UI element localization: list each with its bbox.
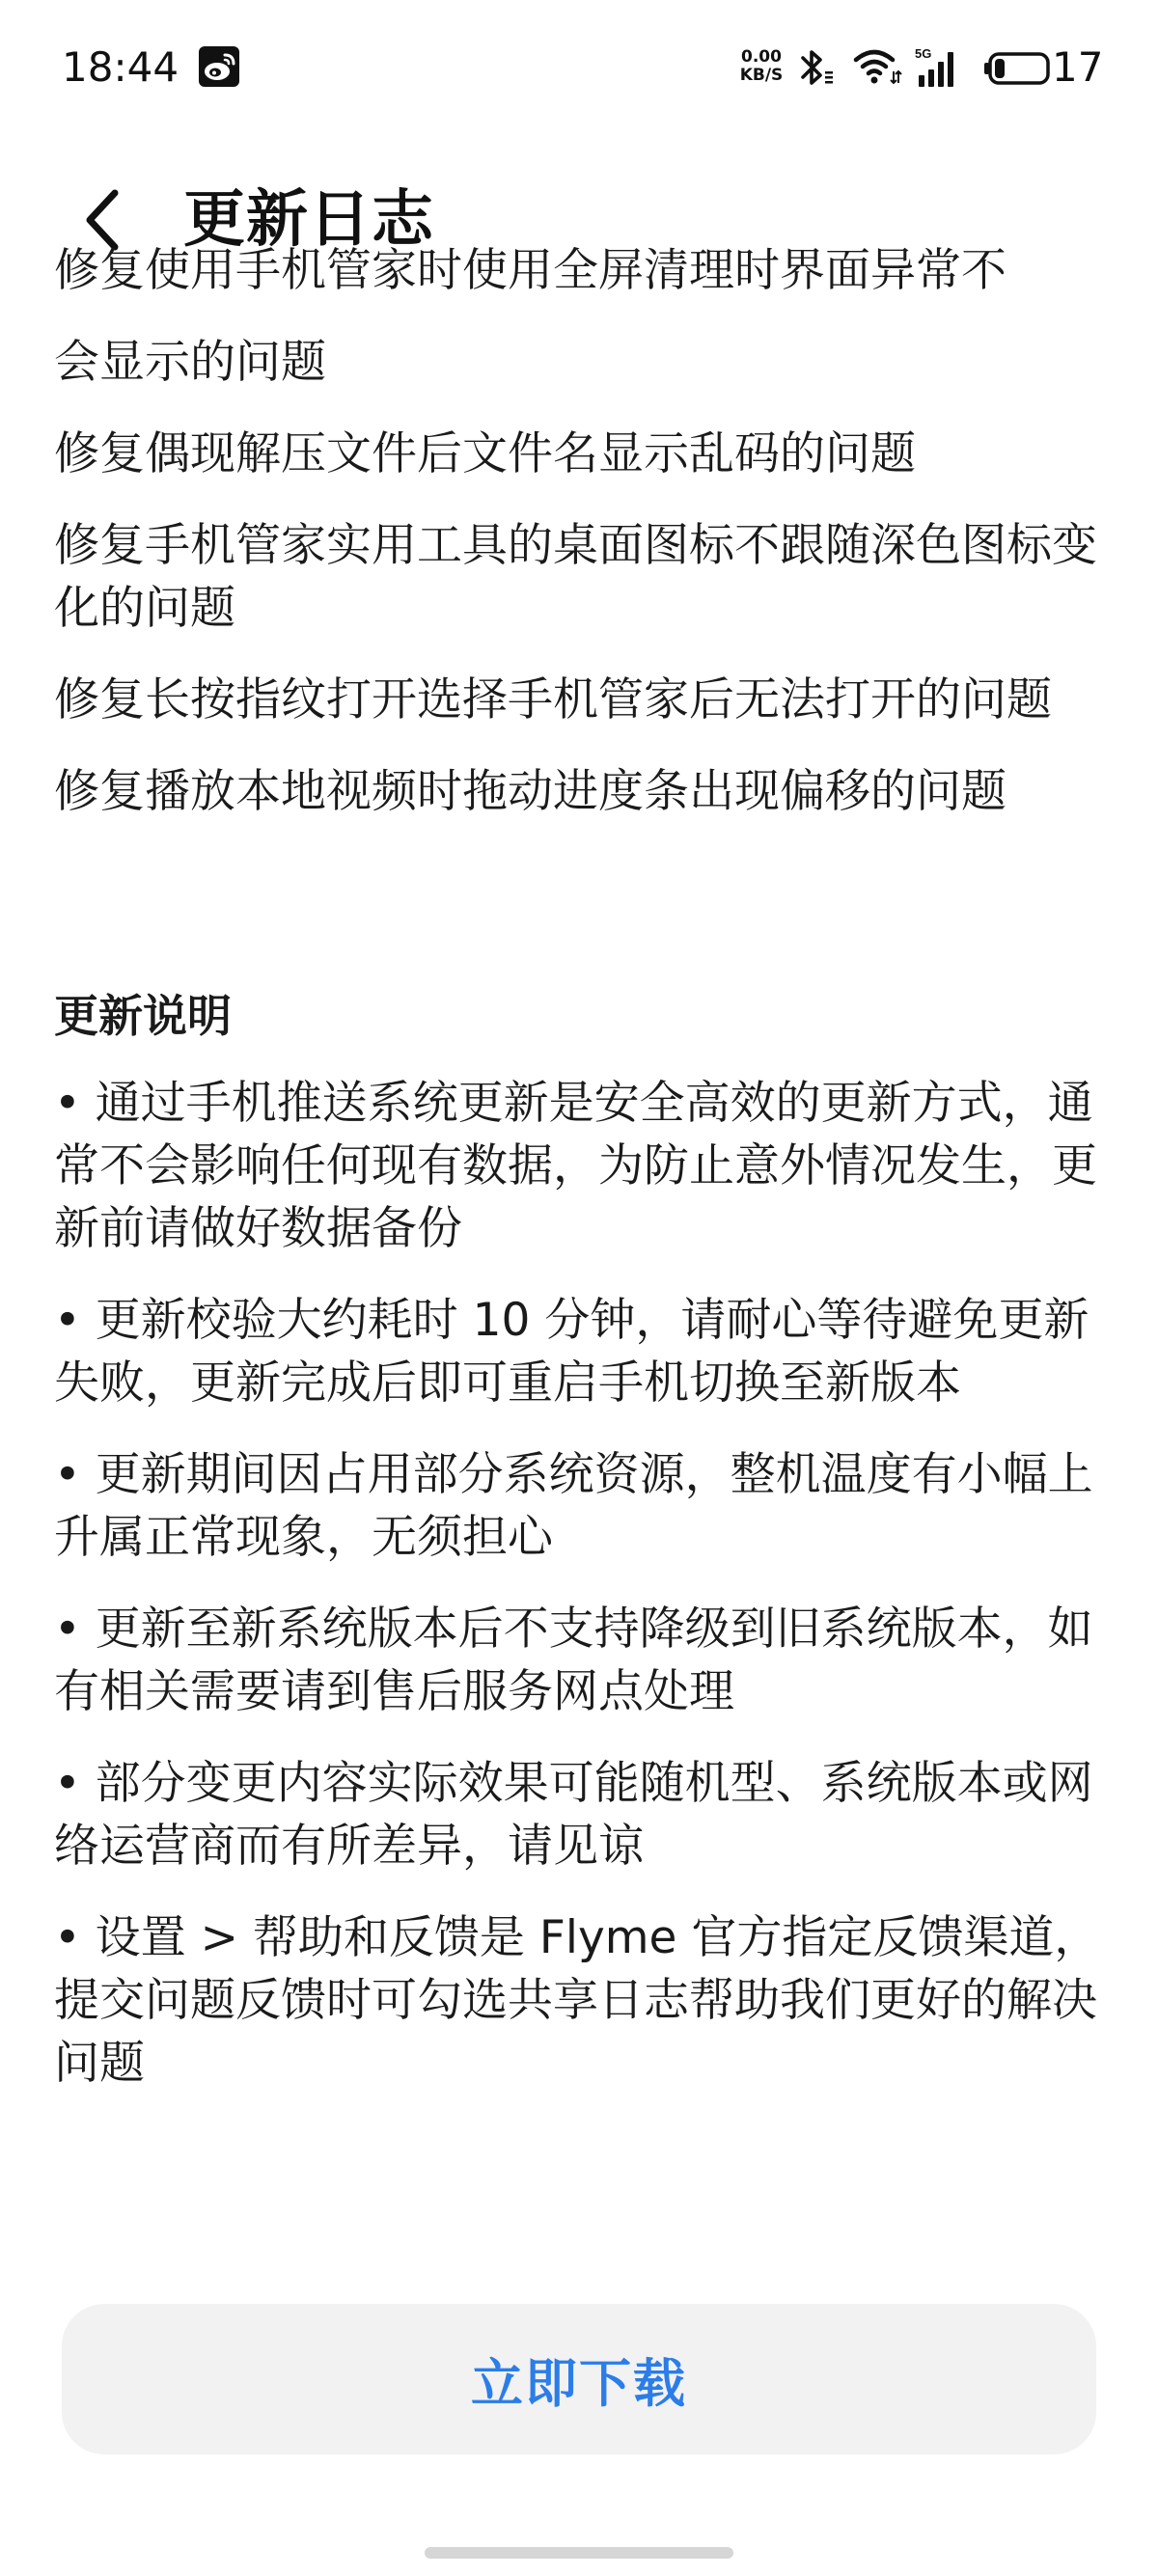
battery-icon [982,52,1052,85]
weibo-icon [199,46,239,87]
network-speed-unit: KB/S [739,66,784,85]
bluetooth-icon [795,46,836,89]
note-item: • 更新期间因占用部分系统资源，整机温度有小幅上升属正常现象，无须担心 [54,1448,1093,1564]
wifi-icon [853,48,901,87]
note-item: • 通过手机推送系统更新是安全高效的更新方式，通常不会影响任何现有数据，为防止意外情况发生，更新前请做好数据备份 [54,1077,1097,1255]
signal-type-label: 5G [915,46,932,61]
note-item: • 更新至新系统版本后不支持降级到旧系统版本，如有相关需要请到售后服务网点处理 [54,1603,1093,1718]
note-item: • 更新校验大约耗时 10 分钟，请耐心等待避免更新失败，更新完成后即可重启手机切换至新版本 [54,1294,1089,1410]
status-time: 18:44 [62,43,179,91]
cellular-signal-icon [915,46,967,89]
notes-list [54,1072,1106,2095]
fix-list [54,239,1106,823]
note-item: • 部分变更内容实际效果可能随机型、系统版本或网络运营商而有所差异，请见谅 [54,1757,1093,1873]
note-item: • 设置 > 帮助和反馈是 Flyme 官方指定反馈渠道，提交问题反馈时可勾选共享日志帮助我们更好的解决问题 [54,1911,1100,2090]
list-item: 修复长按指纹打开选择手机管家后无法打开的问题 [54,673,1052,726]
list-item: 修复偶现解压文件后文件名显示乱码的问题 [54,427,916,480]
list-item-partial: 会显示的问题 [54,336,326,389]
download-now-button[interactable]: 立即下载 [62,2304,1096,2454]
network-speed-value: 0.00 [741,47,782,67]
list-item-partial-head: 修复使用手机管家时使用全屏清理时界面异常不 [54,244,1006,297]
notes-section-title: 更新说明 [54,990,232,1042]
status-bar [0,0,1158,135]
page-title: 更新日志 [183,184,434,256]
list-item: 修复手机管家实用工具的桌面图标不跟随深色图标变化的问题 [54,519,1097,635]
battery-level: 17 [1052,43,1104,91]
changelog-content [54,239,1106,2124]
list-item: 修复播放本地视频时拖动进度条出现偏移的问题 [54,765,1006,818]
changelog-scroll-area[interactable] [0,244,1158,2258]
gesture-navigation-bar[interactable] [425,2547,733,2559]
network-speed [733,48,789,85]
